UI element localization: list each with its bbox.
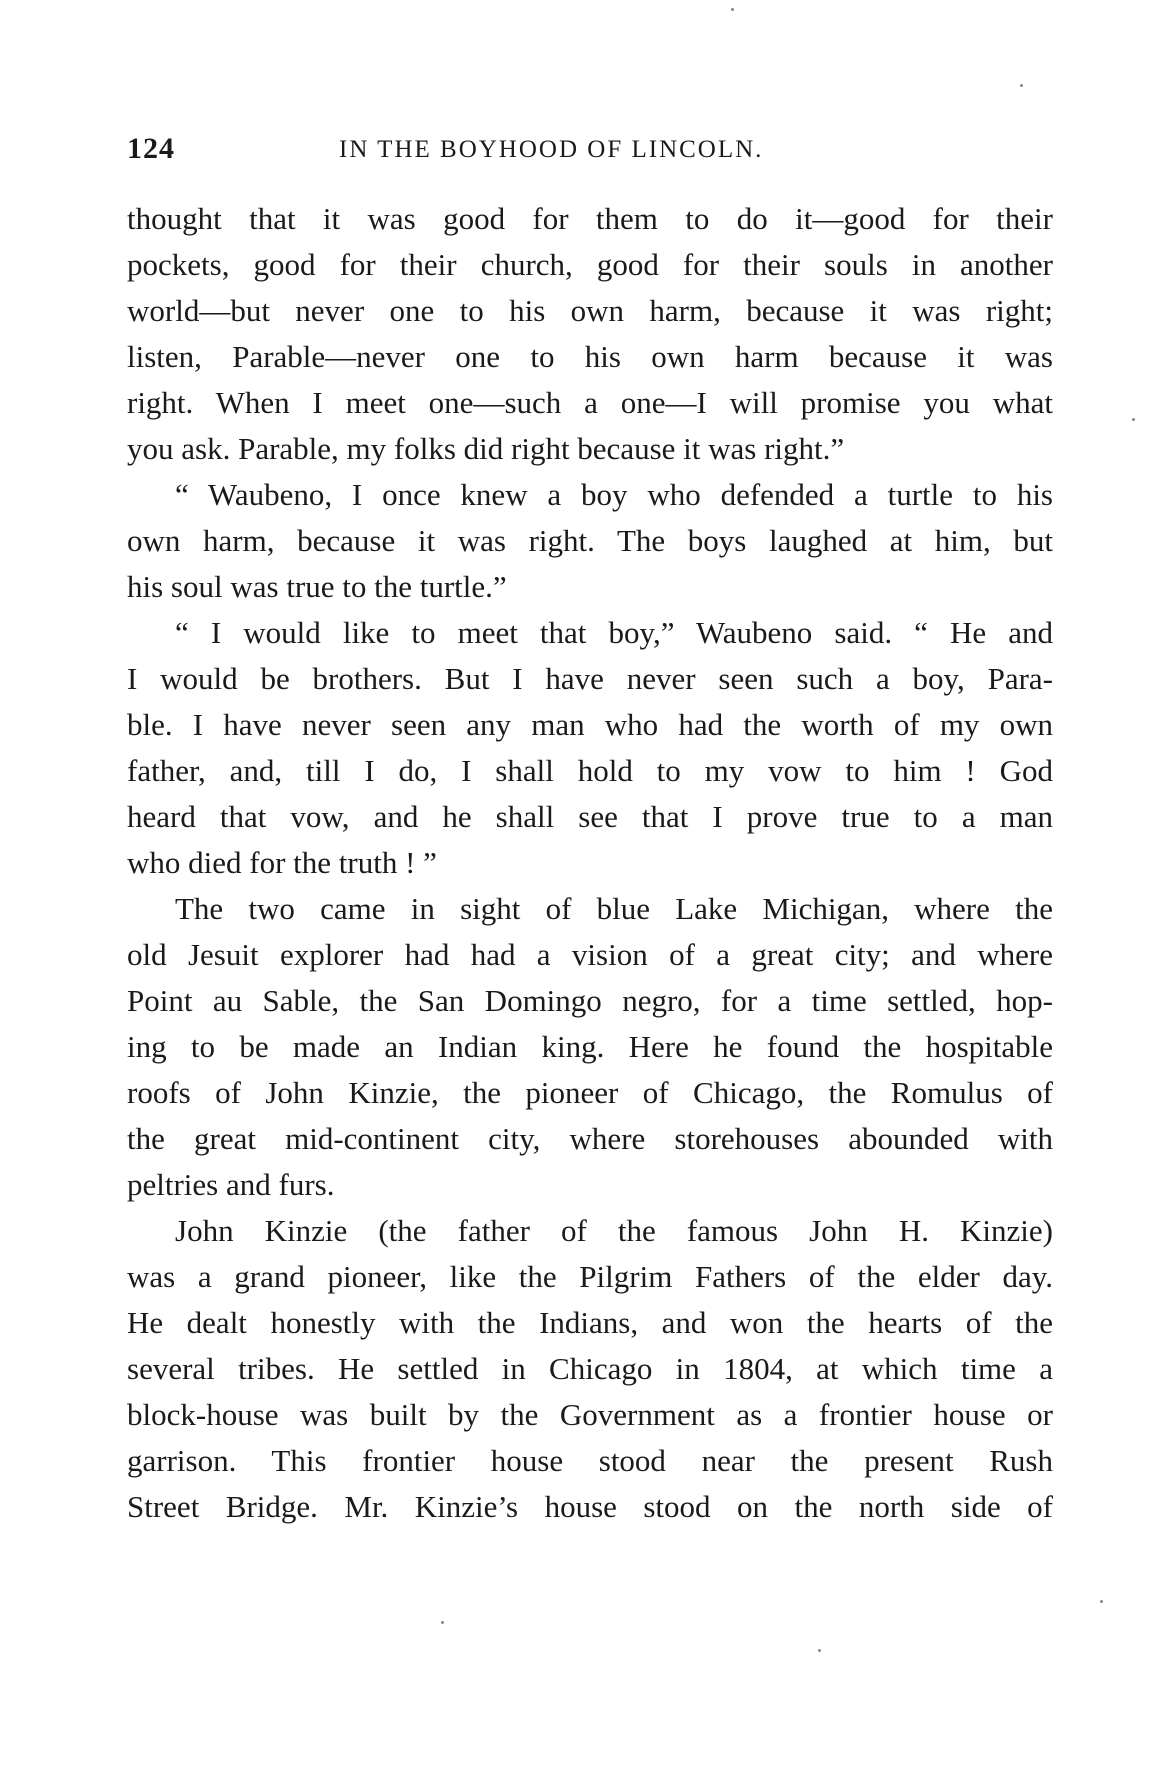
text-line: several tribes. He settled in Chicago in 1804, at which time a (127, 1351, 1053, 1386)
text-line: old Jesuit explorer had had a vision of a great city; and where (127, 937, 1053, 972)
text-line: garrison. This frontier house stood near the present Rush (127, 1443, 1053, 1478)
text-line: block-house was built by the Government as a frontier house or (127, 1397, 1053, 1432)
text-line: Point au Sable, the San Domingo negro, for a time settled, hop- (127, 983, 1053, 1018)
body-text (127, 196, 1053, 1530)
scan-speck (731, 8, 734, 11)
text-line: thought that it was good for them to do it—good for their (127, 201, 1053, 236)
text-line: right. When I meet one—such a one—I will promise you what (127, 385, 1053, 420)
text-line: “ I would like to meet that boy,” Waubeno said. “ He and (175, 615, 1053, 650)
scan-speck (1100, 1600, 1103, 1603)
text-line: was a grand pioneer, like the Pilgrim Fathers of the elder day. (127, 1259, 1053, 1294)
text-line: I would be brothers. But I have never seen such a boy, Para- (127, 661, 1053, 696)
page-number: 124 (127, 132, 175, 165)
scan-speck (818, 1649, 821, 1652)
running-title: IN THE BOYHOOD OF LINCOLN. (339, 136, 764, 163)
text-line: The two came in sight of blue Lake Michigan, where the (175, 891, 1053, 926)
text-line: own harm, because it was right. The boys laughed at him, but (127, 523, 1053, 558)
text-line: heard that vow, and he shall see that I prove true to a man (127, 799, 1053, 834)
text-line: the great mid-continent city, where storehouses abounded with (127, 1121, 1053, 1156)
text-line: ble. I have never seen any man who had the worth of my own (127, 707, 1053, 742)
running-head (127, 132, 1053, 168)
text-line: John Kinzie (the father of the famous John H. Kinzie) (175, 1213, 1053, 1248)
text-line: roofs of John Kinzie, the pioneer of Chicago, the Romulus of (127, 1075, 1053, 1110)
text-line: world—but never one to his own harm, because it was right; (127, 293, 1053, 328)
text-line: peltries and furs. (127, 1167, 335, 1202)
text-line: “ Waubeno, I once knew a boy who defended a turtle to his (175, 477, 1053, 512)
scan-speck (441, 1621, 444, 1624)
text-line: Street Bridge. Mr. Kinzie’s house stood on the north side of (127, 1489, 1053, 1524)
text-line: ing to be made an Indian king. Here he found the hospitable (127, 1029, 1053, 1064)
text-line: you ask. Parable, my folks did right because it was right.” (127, 431, 845, 466)
text-line: father, and, till I do, I shall hold to my vow to him ! God (127, 753, 1053, 788)
text-line: his soul was true to the turtle.” (127, 569, 507, 604)
text-line: pockets, good for their church, good for their souls in another (127, 247, 1053, 282)
scan-speck (1020, 84, 1023, 87)
text-line: who died for the truth ! ” (127, 845, 437, 880)
scan-speck (1132, 418, 1135, 421)
text-line: listen, Parable—never one to his own harm because it was (127, 339, 1053, 374)
text-line: He dealt honestly with the Indians, and won the hearts of the (127, 1305, 1053, 1340)
